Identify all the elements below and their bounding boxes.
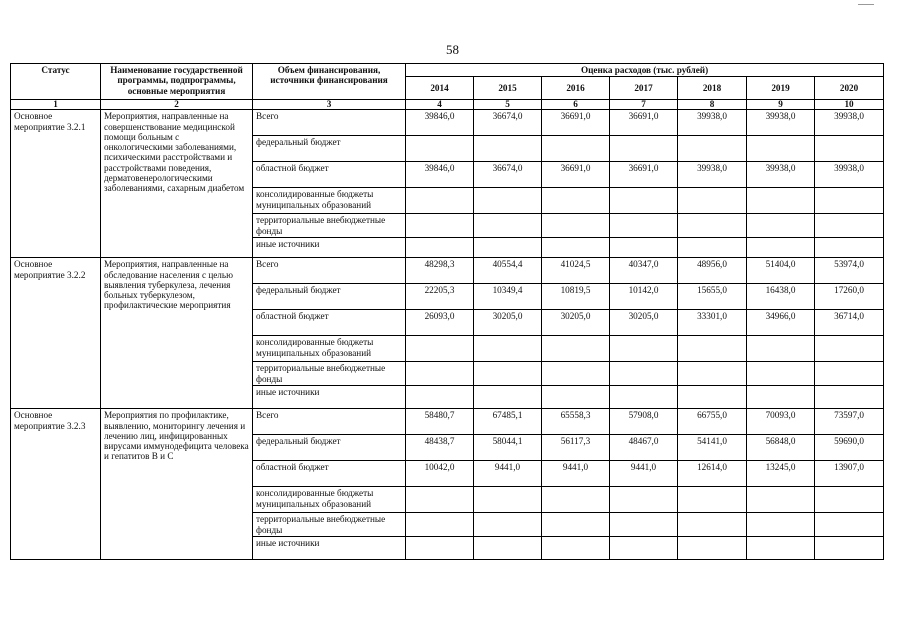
amount-cell: 58480,7 (406, 409, 474, 435)
amount-cell: 39938,0 (678, 110, 747, 136)
amount-cell (815, 214, 884, 238)
amount-cell: 39938,0 (815, 162, 884, 188)
amount-cell (474, 537, 542, 560)
amount-cell: 22205,3 (406, 284, 474, 310)
amount-cell: 13245,0 (747, 461, 815, 487)
amount-cell (406, 188, 474, 214)
amount-cell (406, 214, 474, 238)
amount-cell (610, 513, 678, 537)
funding-source-cell: федеральный бюджет (253, 136, 406, 162)
amount-cell (406, 513, 474, 537)
amount-cell (815, 336, 884, 362)
name-header: Наименование государственной программы, подпрограммы, основные мероприятия (101, 64, 253, 100)
column-number: 9 (747, 100, 815, 110)
amount-cell (610, 362, 678, 386)
year-header: 2014 (406, 77, 474, 100)
amount-cell (474, 513, 542, 537)
amount-cell (542, 362, 610, 386)
amount-cell (815, 537, 884, 560)
status-header: Статус (11, 64, 101, 100)
column-number: 8 (678, 100, 747, 110)
amount-cell: 40347,0 (610, 258, 678, 284)
amount-cell (542, 386, 610, 409)
amount-cell (678, 386, 747, 409)
amount-cell (406, 487, 474, 513)
amount-cell: 39938,0 (747, 162, 815, 188)
status-cell: Основное мероприятие 3.2.2 (11, 258, 101, 409)
amount-cell: 73597,0 (815, 409, 884, 435)
status-cell: Основное мероприятие 3.2.3 (11, 409, 101, 560)
amount-cell (815, 513, 884, 537)
amount-cell: 9441,0 (610, 461, 678, 487)
amount-cell (610, 537, 678, 560)
funding-source-cell: консолидированные бюджеты муниципальных образований (253, 336, 406, 362)
amount-cell (678, 214, 747, 238)
amount-cell (815, 487, 884, 513)
funding-source-cell: иные источники (253, 386, 406, 409)
amount-cell: 15655,0 (678, 284, 747, 310)
amount-cell: 10349,4 (474, 284, 542, 310)
amount-cell (474, 188, 542, 214)
amount-cell (542, 513, 610, 537)
amount-cell: 30205,0 (474, 310, 542, 336)
measure-name-cell: Мероприятия, направленные на обследование населения с целью выявления туберкулеза, лечения больных туберкулезом, профилактические мероприятия (101, 258, 253, 409)
amount-cell (815, 188, 884, 214)
year-header: 2017 (610, 77, 678, 100)
year-header: 2019 (747, 77, 815, 100)
column-number: 4 (406, 100, 474, 110)
column-number: 6 (542, 100, 610, 110)
table-row (11, 110, 884, 136)
funding-source-cell: областной бюджет (253, 162, 406, 188)
amount-cell: 12614,0 (678, 461, 747, 487)
amount-cell: 36691,0 (542, 110, 610, 136)
amount-cell: 48956,0 (678, 258, 747, 284)
amount-cell (542, 336, 610, 362)
amount-cell (678, 136, 747, 162)
amount-cell: 36674,0 (474, 110, 542, 136)
amount-cell: 51404,0 (747, 258, 815, 284)
funding-source-cell: иные источники (253, 537, 406, 560)
amount-cell: 36691,0 (610, 110, 678, 136)
amount-cell: 33301,0 (678, 310, 747, 336)
funding-source-cell: Всего (253, 409, 406, 435)
year-header: 2016 (542, 77, 610, 100)
amount-cell: 10142,0 (610, 284, 678, 310)
amount-cell (678, 188, 747, 214)
estimate-header: Оценка расходов (тыс. рублей) (406, 64, 884, 77)
amount-cell (406, 362, 474, 386)
amount-cell (815, 238, 884, 258)
page-number: 58 (446, 42, 459, 57)
amount-cell: 58044,1 (474, 435, 542, 461)
year-header: 2020 (815, 77, 884, 100)
amount-cell: 39938,0 (678, 162, 747, 188)
amount-cell: 48467,0 (610, 435, 678, 461)
amount-cell (747, 214, 815, 238)
volume-header: Объем финансирования, источники финансирования (253, 64, 406, 100)
funding-source-cell: консолидированные бюджеты муниципальных образований (253, 188, 406, 214)
amount-cell (678, 513, 747, 537)
amount-cell (542, 238, 610, 258)
amount-cell (747, 188, 815, 214)
column-number: 10 (815, 100, 884, 110)
amount-cell (474, 487, 542, 513)
amount-cell (678, 537, 747, 560)
amount-cell (678, 336, 747, 362)
column-number: 2 (101, 100, 253, 110)
amount-cell: 39938,0 (815, 110, 884, 136)
scan-mark (858, 4, 874, 5)
year-header: 2018 (678, 77, 747, 100)
amount-cell: 59690,0 (815, 435, 884, 461)
measure-name-cell: Мероприятия по профилактике, выявлению, мониторингу лечения и лечению лиц, инфицированных вирусами иммунодефицита человека и гепатитов В и С (101, 409, 253, 560)
amount-cell (678, 362, 747, 386)
funding-source-cell: федеральный бюджет (253, 435, 406, 461)
column-number: 5 (474, 100, 542, 110)
amount-cell: 41024,5 (542, 258, 610, 284)
amount-cell: 56117,3 (542, 435, 610, 461)
amount-cell (406, 537, 474, 560)
amount-cell: 10819,5 (542, 284, 610, 310)
amount-cell: 9441,0 (474, 461, 542, 487)
amount-cell: 65558,3 (542, 409, 610, 435)
amount-cell (406, 238, 474, 258)
amount-cell (747, 238, 815, 258)
amount-cell (747, 386, 815, 409)
funding-source-cell: иные источники (253, 238, 406, 258)
amount-cell (542, 188, 610, 214)
amount-cell (815, 362, 884, 386)
amount-cell (610, 386, 678, 409)
amount-cell (610, 214, 678, 238)
amount-cell (406, 386, 474, 409)
amount-cell (542, 136, 610, 162)
amount-cell (542, 537, 610, 560)
amount-cell (610, 487, 678, 513)
amount-cell: 66755,0 (678, 409, 747, 435)
expenditure-table (10, 63, 884, 560)
amount-cell: 56848,0 (747, 435, 815, 461)
amount-cell: 57908,0 (610, 409, 678, 435)
amount-cell: 70093,0 (747, 409, 815, 435)
table-body (11, 110, 884, 560)
amount-cell: 30205,0 (542, 310, 610, 336)
amount-cell (747, 136, 815, 162)
amount-cell (610, 336, 678, 362)
year-header: 2015 (474, 77, 542, 100)
amount-cell: 36674,0 (474, 162, 542, 188)
amount-cell (406, 336, 474, 362)
column-number: 7 (610, 100, 678, 110)
amount-cell (610, 136, 678, 162)
amount-cell: 36691,0 (542, 162, 610, 188)
amount-cell (678, 238, 747, 258)
amount-cell (610, 188, 678, 214)
amount-cell (474, 136, 542, 162)
amount-cell: 10042,0 (406, 461, 474, 487)
amount-cell (474, 214, 542, 238)
funding-source-cell: областной бюджет (253, 310, 406, 336)
amount-cell (678, 487, 747, 513)
funding-source-cell: территориальные внебюджетные фонды (253, 214, 406, 238)
amount-cell: 26093,0 (406, 310, 474, 336)
amount-cell: 34966,0 (747, 310, 815, 336)
amount-cell: 40554,4 (474, 258, 542, 284)
funding-source-cell: Всего (253, 110, 406, 136)
amount-cell: 48438,7 (406, 435, 474, 461)
amount-cell: 53974,0 (815, 258, 884, 284)
amount-cell (474, 336, 542, 362)
amount-cell (747, 487, 815, 513)
amount-cell: 30205,0 (610, 310, 678, 336)
table-row (11, 409, 884, 435)
amount-cell (747, 362, 815, 386)
column-number: 3 (253, 100, 406, 110)
amount-cell (542, 214, 610, 238)
amount-cell: 67485,1 (474, 409, 542, 435)
amount-cell (474, 238, 542, 258)
amount-cell: 9441,0 (542, 461, 610, 487)
amount-cell (747, 537, 815, 560)
funding-source-cell: консолидированные бюджеты муниципальных образований (253, 487, 406, 513)
amount-cell: 39846,0 (406, 110, 474, 136)
amount-cell: 17260,0 (815, 284, 884, 310)
amount-cell: 39938,0 (747, 110, 815, 136)
amount-cell: 39846,0 (406, 162, 474, 188)
amount-cell (542, 487, 610, 513)
amount-cell (474, 362, 542, 386)
amount-cell (406, 136, 474, 162)
table-row (11, 258, 884, 284)
amount-cell (610, 238, 678, 258)
funding-source-cell: территориальные внебюджетные фонды (253, 362, 406, 386)
amount-cell: 13907,0 (815, 461, 884, 487)
funding-source-cell: территориальные внебюджетные фонды (253, 513, 406, 537)
amount-cell (474, 386, 542, 409)
column-number: 1 (11, 100, 101, 110)
funding-source-cell: федеральный бюджет (253, 284, 406, 310)
amount-cell: 36691,0 (610, 162, 678, 188)
amount-cell: 16438,0 (747, 284, 815, 310)
amount-cell (815, 386, 884, 409)
amount-cell (747, 513, 815, 537)
amount-cell: 36714,0 (815, 310, 884, 336)
status-cell: Основное мероприятие 3.2.1 (11, 110, 101, 258)
measure-name-cell: Мероприятия, направленные на совершенствование медицинской помощи больным с онкологическими заболеваниями, психическими расстройствами и расстройствами поведения, дерматовенерологическими заболеваниями, сахарным диабетом (101, 110, 253, 258)
funding-source-cell: областной бюджет (253, 461, 406, 487)
funding-source-cell: Всего (253, 258, 406, 284)
amount-cell (815, 136, 884, 162)
amount-cell: 48298,3 (406, 258, 474, 284)
amount-cell: 54141,0 (678, 435, 747, 461)
amount-cell (747, 336, 815, 362)
